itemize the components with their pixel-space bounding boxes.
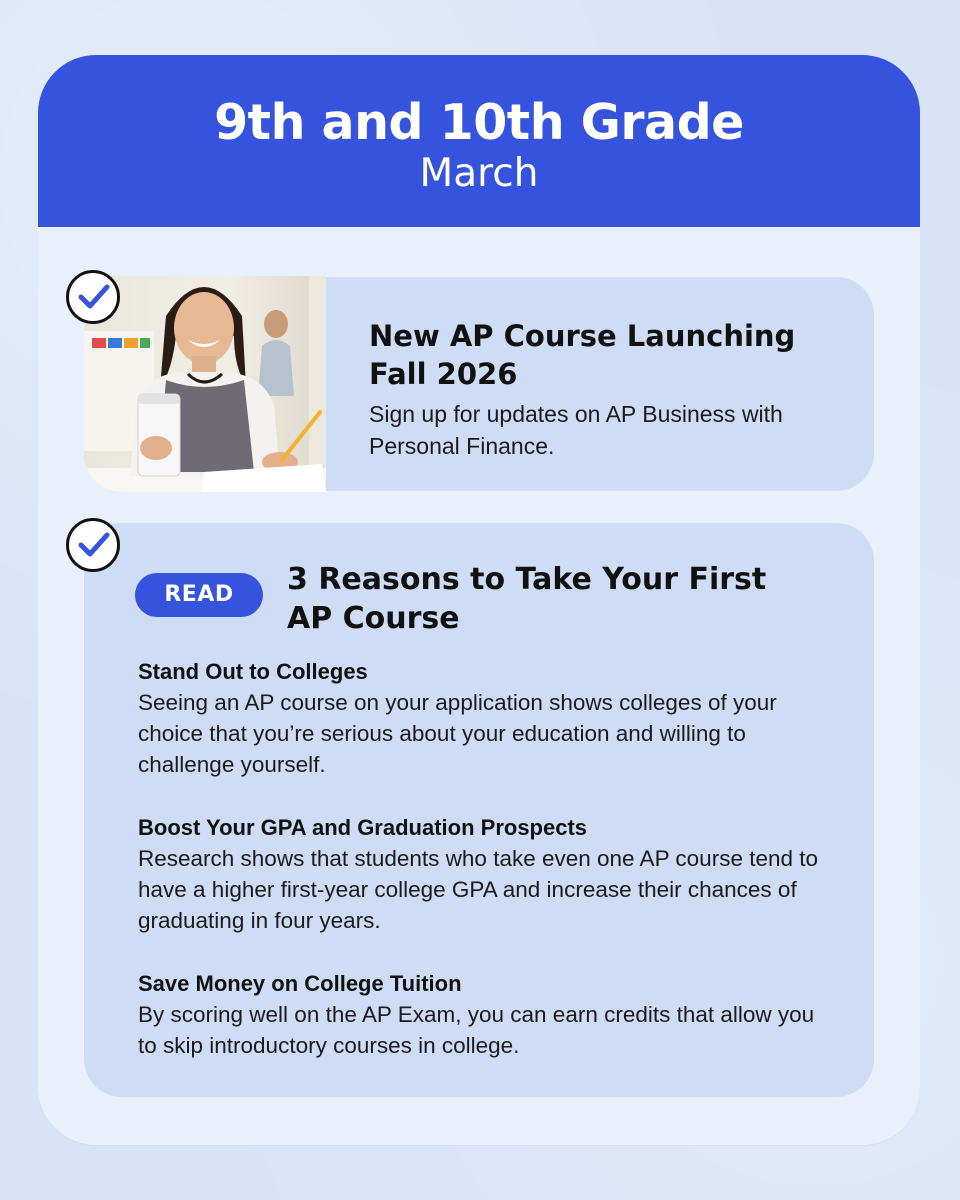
reason-body: Research shows that students who take even one AP course tend to have a higher first-year college GPA and increase their chances of graduating in four years.	[138, 846, 819, 933]
page-title: 9th and 10th Grade	[214, 94, 744, 151]
reason-body: By scoring well on the AP Exam, you can earn credits that allow you to skip introductory courses in college.	[138, 1002, 815, 1058]
reason-heading: Stand Out to Colleges	[138, 659, 368, 684]
reason-item	[138, 969, 828, 1061]
reason-item	[138, 813, 828, 936]
grade-checklist-card	[38, 55, 920, 1145]
new-course-description: Sign up for updates on AP Business with Personal Finance.	[369, 401, 783, 459]
month-subtitle: March	[419, 151, 539, 196]
reasons-title: 3 Reasons to Take Your First AP Course	[287, 562, 767, 636]
reason-heading: Save Money on College Tuition	[138, 971, 462, 996]
reason-item	[138, 657, 828, 780]
reason-body: Seeing an AP course on your application shows colleges of your choice that you’re serious about your education and willing to challenge yourself.	[138, 690, 777, 777]
card-header	[38, 55, 920, 227]
student-photo	[84, 276, 326, 492]
read-badge: READ	[135, 573, 263, 617]
new-course-title: New AP Course Launching Fall 2026	[369, 319, 796, 391]
check-circle-icon	[66, 270, 120, 324]
check-circle-icon	[66, 518, 120, 572]
reason-heading: Boost Your GPA and Graduation Prospects	[138, 815, 588, 840]
